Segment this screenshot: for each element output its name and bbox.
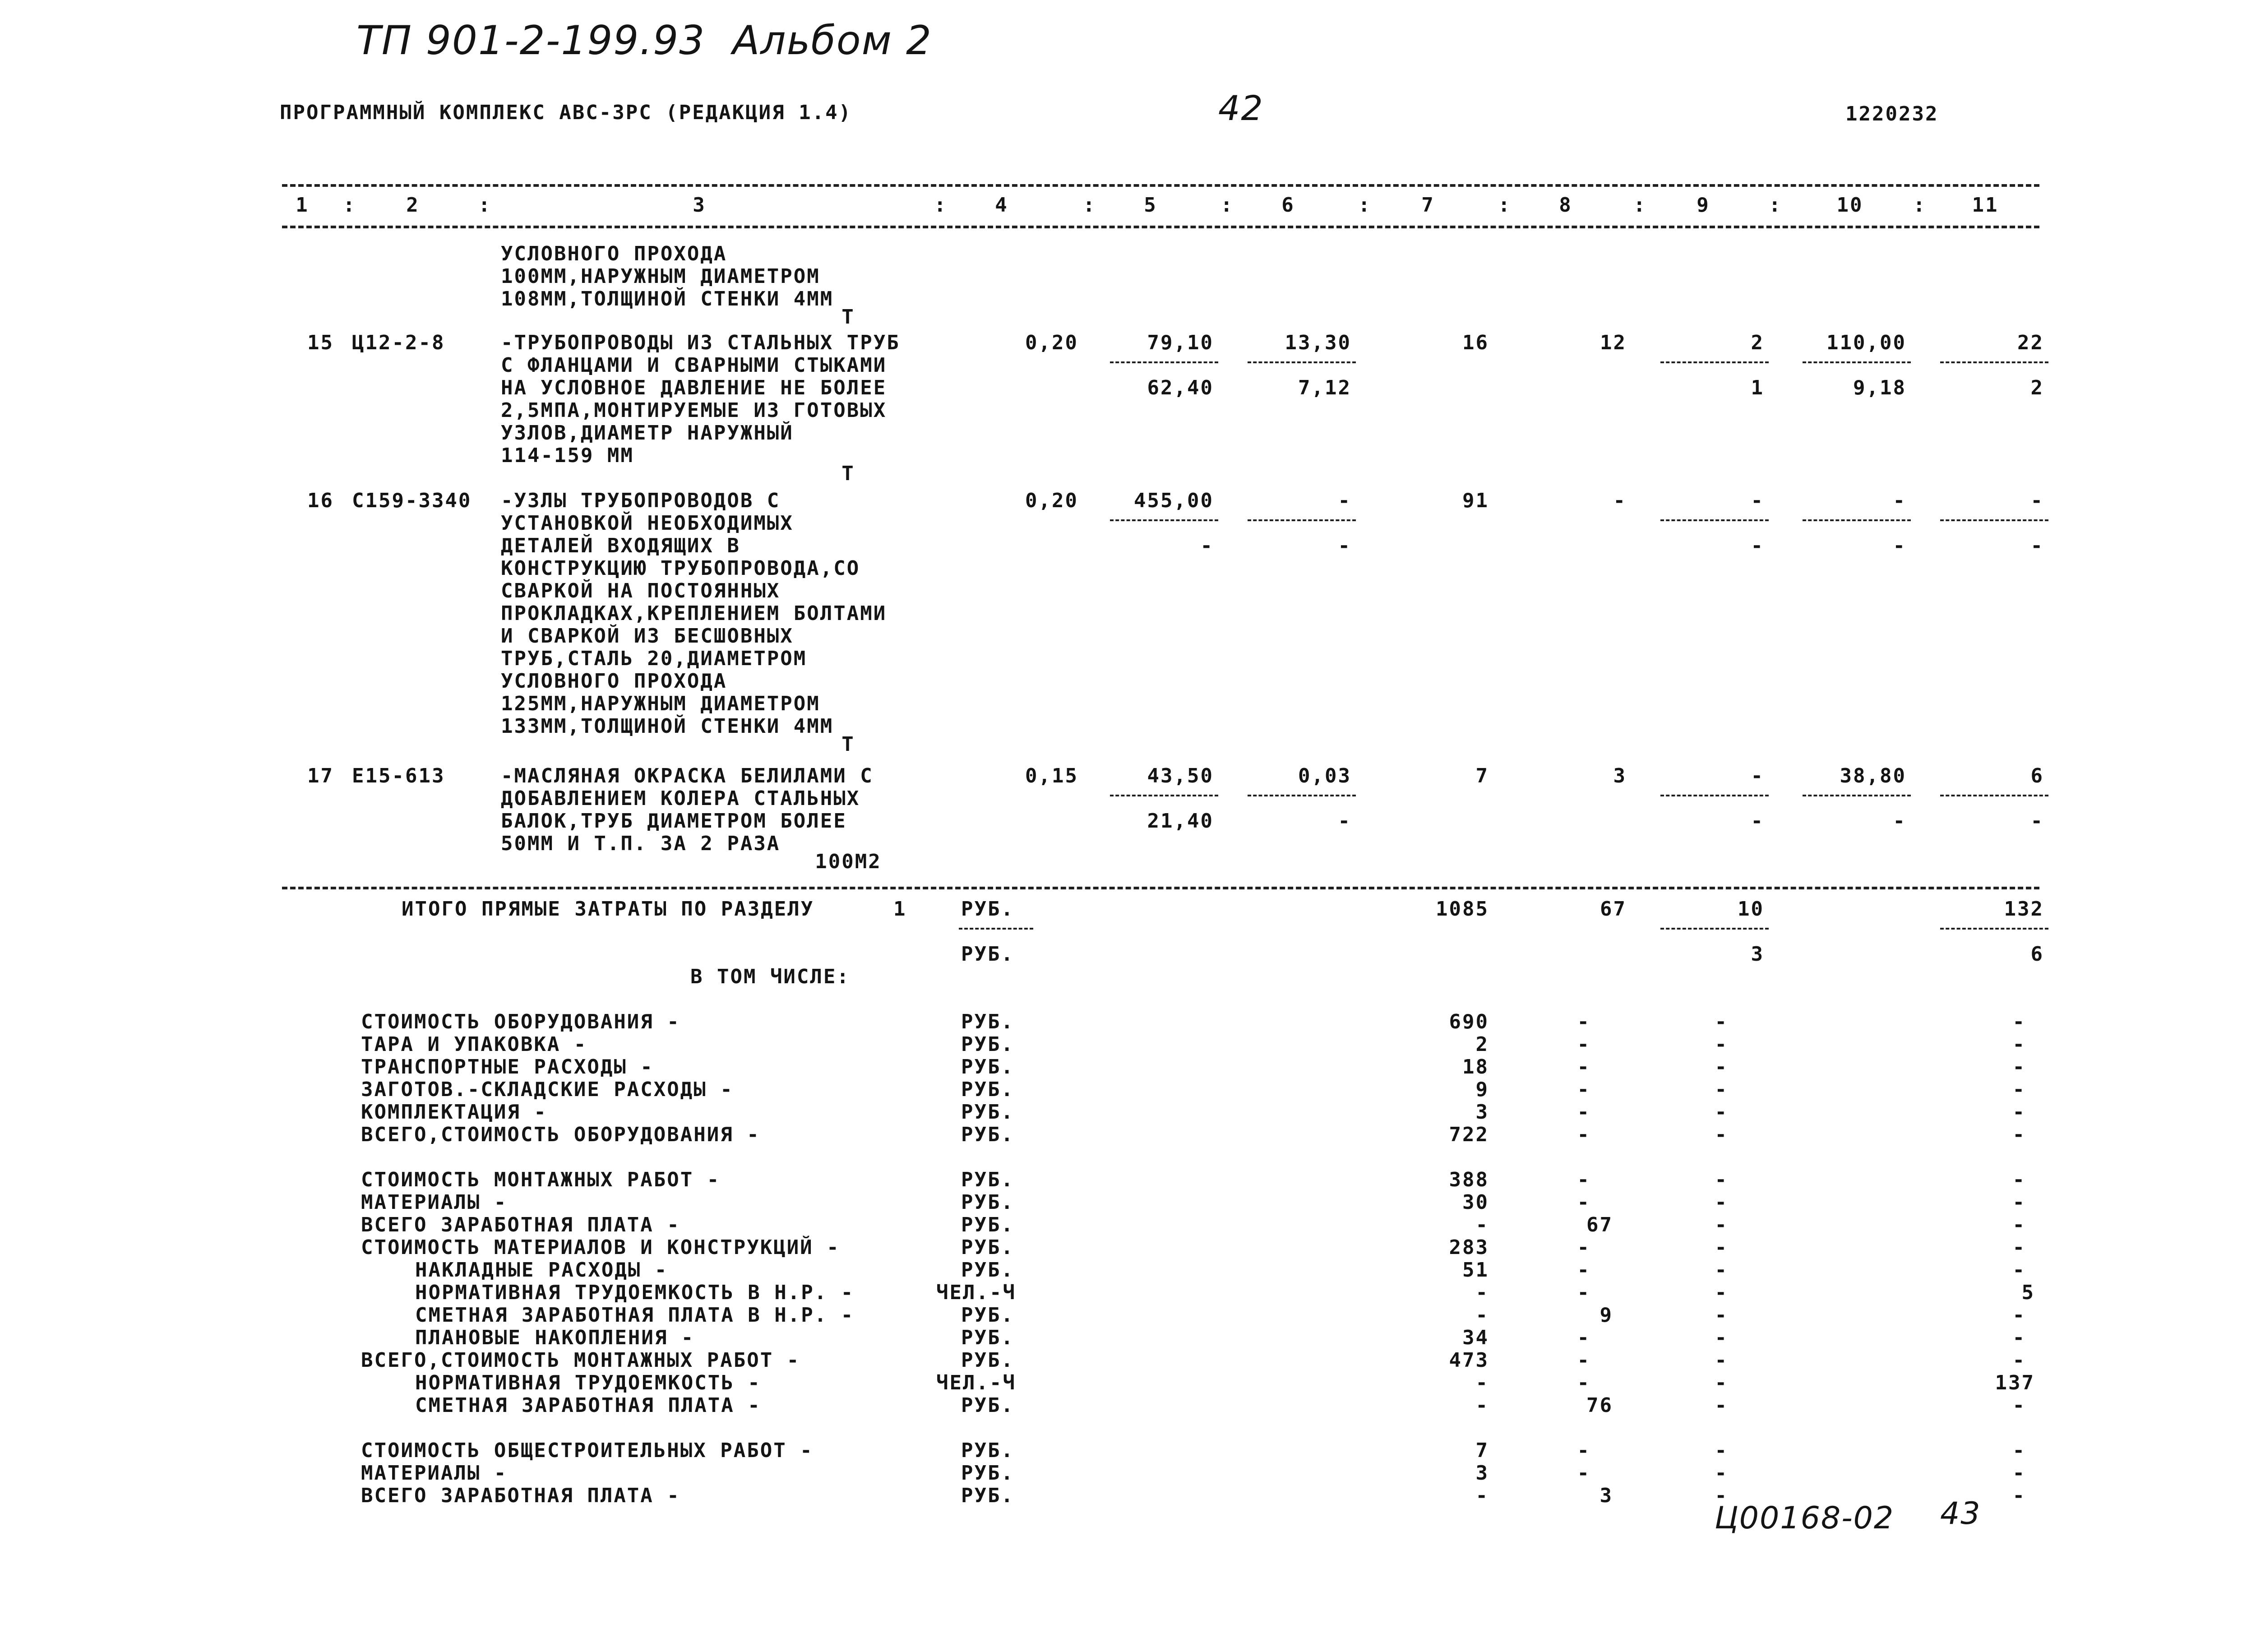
row-description-line: 114-159 ММ	[501, 444, 634, 467]
summary-value-c11: -	[2012, 1033, 2026, 1056]
summary-label: НАКЛАДНЫЕ РАСХОДЫ -	[415, 1259, 668, 1282]
summary-value-c7: 2	[1475, 1033, 1489, 1056]
document-code: 1220232	[1845, 102, 1939, 125]
summary-label: СМЕТНАЯ ЗАРАБОТНАЯ ПЛАТА В Н.Р. -	[415, 1304, 855, 1327]
column-separator: :	[1633, 194, 1647, 217]
row-value-c7: 91	[1462, 489, 1489, 512]
value-fraction-rule	[1803, 795, 1911, 796]
row-number: 16	[307, 489, 334, 512]
summary-value-c7: 7	[1475, 1439, 1489, 1462]
summary-value-c9: -	[1715, 1304, 1728, 1327]
summary-unit: РУБ.	[961, 1078, 1014, 1101]
row-description-line: 2,5МПА,МОНТИРУЕМЫЕ ИЗ ГОТОВЫХ	[501, 399, 887, 422]
summary-unit: РУБ.	[961, 1304, 1014, 1327]
summary-value-c7: 30	[1462, 1191, 1489, 1214]
summary-value-c7: -	[1475, 1213, 1489, 1236]
value-fraction-rule	[1940, 519, 2048, 521]
row-description-line: СВАРКОЙ НА ПОСТОЯННЫХ	[501, 579, 781, 602]
row-value-c6-sub: -	[1338, 534, 1351, 557]
summary-value-c7: 690	[1449, 1010, 1489, 1033]
summary-label: СМЕТНАЯ ЗАРАБОТНАЯ ПЛАТА -	[415, 1394, 761, 1417]
summary-label: ВСЕГО,СТОИМОСТЬ МОНТАЖНЫХ РАБОТ -	[361, 1349, 800, 1372]
summary-unit: РУБ.	[961, 1349, 1014, 1372]
value-fraction-rule	[1248, 519, 1356, 521]
summary-value-c11: -	[2012, 1010, 2026, 1033]
summary-value-c9: -	[1715, 1010, 1728, 1033]
rate-code: Ц12-2-8	[352, 331, 445, 354]
summary-value-c9: -	[1715, 1349, 1728, 1372]
summary-value-c7: 51	[1462, 1259, 1489, 1282]
row-value-c10-sub: -	[1893, 810, 1906, 833]
summary-label: КОМПЛЕКТАЦИЯ -	[361, 1101, 547, 1124]
column-header-5: 5	[1144, 194, 1157, 217]
column-header-10: 10	[1836, 194, 1863, 217]
summary-unit: РУБ.	[961, 1033, 1014, 1056]
total-value-c9-sub: 3	[1751, 943, 1764, 966]
summary-label: МАТЕРИАЛЫ -	[361, 1191, 508, 1214]
program-name: ПРОГРАММНЫЙ КОМПЛЕКС АВС-ЗРС (РЕДАКЦИЯ 1.4)	[280, 101, 852, 124]
value-fraction-rule	[1940, 795, 2048, 796]
summary-value-c8: -	[1577, 1281, 1590, 1304]
summary-value-c7: 3	[1475, 1462, 1489, 1485]
summary-value-c9: -	[1715, 1484, 1728, 1507]
summary-label: НОРМАТИВНАЯ ТРУДОЕМКОСТЬ В Н.Р. -	[415, 1281, 855, 1304]
column-separator: :	[1220, 194, 1234, 217]
summary-value-c7: 3	[1475, 1101, 1489, 1124]
total-c9-rule	[1660, 928, 1769, 930]
including-label: В ТОМ ЧИСЛЕ:	[690, 965, 850, 988]
value-fraction-rule	[1940, 361, 2048, 363]
summary-unit: ЧЕЛ.-Ч	[936, 1281, 1016, 1304]
row-description-line: -МАСЛЯНАЯ ОКРАСКА БЕЛИЛАМИ С	[501, 764, 874, 787]
row-value-c5-sub: 62,40	[1147, 376, 1214, 399]
row-value-c10: 38,80	[1840, 764, 1906, 787]
column-separator: :	[1358, 194, 1372, 217]
summary-value-c7: 388	[1449, 1168, 1489, 1191]
summary-value-c7: 18	[1462, 1055, 1489, 1078]
row-value-c5-sub: 21,40	[1147, 810, 1214, 833]
column-header-6: 6	[1281, 194, 1295, 217]
summary-value-c11: -	[2012, 1259, 2026, 1282]
summary-label: СТОИМОСТЬ ОБЩЕСТРОИТЕЛЬНЫХ РАБОТ -	[361, 1439, 814, 1462]
row-description-line: НА УСЛОВНОЕ ДАВЛЕНИЕ НЕ БОЛЕЕ	[501, 376, 887, 399]
summary-value-c9: -	[1715, 1236, 1728, 1259]
column-header-2: 2	[406, 194, 420, 217]
page-number: 42	[1218, 88, 1264, 128]
row-value-c5: 43,50	[1147, 764, 1214, 787]
summary-value-c9: -	[1715, 1168, 1728, 1191]
summary-unit: РУБ.	[961, 1168, 1014, 1191]
row-value-c11: -	[2030, 489, 2044, 512]
summary-unit: ЧЕЛ.-Ч	[936, 1371, 1016, 1394]
column-header-4: 4	[995, 194, 1008, 217]
summary-value-c8: -	[1577, 1326, 1590, 1349]
row-value-c8: 3	[1613, 764, 1627, 787]
row-value-c6-sub: -	[1338, 810, 1351, 833]
summary-value-c8: -	[1577, 1349, 1590, 1372]
summary-label: СТОИМОСТЬ ОБОРУДОВАНИЯ -	[361, 1010, 680, 1033]
summary-value-c11: -	[2012, 1055, 2026, 1078]
summary-value-c11: -	[2012, 1326, 2026, 1349]
value-fraction-rule	[1803, 519, 1911, 521]
summary-value-c8: -	[1577, 1055, 1590, 1078]
summary-value-c8: -	[1577, 1236, 1590, 1259]
value-fraction-rule	[1660, 361, 1769, 363]
summary-value-c9: -	[1715, 1101, 1728, 1124]
value-fraction-rule	[1660, 519, 1769, 521]
row-value-c10-sub: 9,18	[1853, 376, 1906, 399]
summary-label: СТОИМОСТЬ МАТЕРИАЛОВ И КОНСТРУКЦИЙ -	[361, 1236, 840, 1259]
summary-label: ТАРА И УПАКОВКА -	[361, 1033, 587, 1056]
row-quantity: 0,15	[1025, 764, 1078, 787]
row-description-line: И СВАРКОЙ ИЗ БЕСШОВНЫХ	[501, 625, 794, 648]
summary-value-c11: -	[2012, 1462, 2026, 1485]
value-fraction-rule	[1110, 361, 1218, 363]
summary-unit: РУБ.	[961, 1101, 1014, 1124]
row-value-c6-sub: 7,12	[1298, 376, 1351, 399]
row-value-c5: 455,00	[1134, 489, 1214, 512]
row-value-c9-sub: -	[1751, 810, 1764, 833]
summary-value-c9: -	[1715, 1462, 1728, 1485]
row-quantity: 0,20	[1025, 331, 1078, 354]
total-section: 1	[893, 898, 907, 921]
row-description-line: ТРУБ,СТАЛЬ 20,ДИАМЕТРОМ	[501, 647, 807, 670]
summary-value-c11: -	[2012, 1304, 2026, 1327]
totals-top-rule	[282, 887, 2039, 889]
summary-value-c8: -	[1577, 1010, 1590, 1033]
row-number: 17	[307, 764, 334, 787]
summary-label: ЗАГОТОВ.-СКЛАДСКИЕ РАСХОДЫ -	[361, 1078, 734, 1101]
summary-label: НОРМАТИВНАЯ ТРУДОЕМКОСТЬ -	[415, 1371, 761, 1394]
row-description-line: 100ММ,НАРУЖНЫМ ДИАМЕТРОМ	[501, 265, 820, 288]
table-top-rule	[282, 184, 2039, 187]
summary-value-c7: 283	[1449, 1236, 1489, 1259]
summary-value-c7: -	[1475, 1371, 1489, 1394]
row-value-c9: -	[1751, 764, 1764, 787]
total-unit-second: РУБ.	[961, 943, 1014, 966]
row-unit: Т	[841, 462, 855, 485]
total-unit-rule	[959, 928, 1033, 930]
summary-value-c9: -	[1715, 1123, 1728, 1146]
row-value-c7: 16	[1462, 331, 1489, 354]
summary-value-c8: -	[1577, 1439, 1590, 1462]
summary-label: ПЛАНОВЫЕ НАКОПЛЕНИЯ -	[415, 1326, 695, 1349]
total-value-c7: 1085	[1436, 898, 1489, 921]
handwritten-archive-code: Ц00168-02	[1715, 1500, 1895, 1536]
summary-unit: РУБ.	[961, 1394, 1014, 1417]
row-description-line: УСЛОВНОГО ПРОХОДА	[501, 242, 727, 265]
summary-value-c9: -	[1715, 1439, 1728, 1462]
value-fraction-rule	[1248, 361, 1356, 363]
summary-value-c9: -	[1715, 1033, 1728, 1056]
summary-unit: РУБ.	[961, 1484, 1014, 1507]
summary-unit: РУБ.	[961, 1010, 1014, 1033]
column-header-11: 11	[1972, 194, 1999, 217]
summary-value-c9: -	[1715, 1055, 1728, 1078]
row-value-c11: 22	[2017, 331, 2044, 354]
column-separator: :	[1083, 194, 1096, 217]
row-value-c7: 7	[1475, 764, 1489, 787]
row-description-line: ПРОКЛАДКАХ,КРЕПЛЕНИЕМ БОЛТАМИ	[501, 602, 887, 625]
row-value-c11-sub: -	[2030, 810, 2044, 833]
row-value-c6: 13,30	[1285, 331, 1351, 354]
row-value-c11: 6	[2030, 764, 2044, 787]
summary-value-c11: -	[2012, 1123, 2026, 1146]
column-header-7: 7	[1421, 194, 1435, 217]
summary-value-c8: -	[1577, 1191, 1590, 1214]
total-c11-rule	[1940, 928, 2048, 930]
row-value-c9: 2	[1751, 331, 1764, 354]
row-description-line: КОНСТРУКЦИЮ ТРУБОПРОВОДА,СО	[501, 557, 860, 580]
row-description-line: УЗЛОВ,ДИАМЕТР НАРУЖНЫЙ	[501, 421, 794, 444]
row-description-line: 125ММ,НАРУЖНЫМ ДИАМЕТРОМ	[501, 692, 820, 715]
total-value-c11: 132	[2004, 898, 2044, 921]
summary-value-c7: 9	[1475, 1078, 1489, 1101]
handwritten-sheet-number: 43	[1940, 1496, 1981, 1532]
summary-value-c7: -	[1475, 1281, 1489, 1304]
summary-value-c11: -	[2012, 1236, 2026, 1259]
column-separator: :	[1498, 194, 1512, 217]
row-value-c6: 0,03	[1298, 764, 1351, 787]
summary-value-c8: 3	[1600, 1484, 1613, 1507]
summary-value-c8: 76	[1586, 1394, 1613, 1417]
summary-value-c11: -	[2012, 1484, 2026, 1507]
column-separator: :	[343, 194, 356, 217]
summary-value-c8: -	[1577, 1462, 1590, 1485]
column-separator: :	[478, 194, 492, 217]
row-value-c10-sub: -	[1893, 534, 1906, 557]
handwritten-title: ТП 901-2-199.93 Альбом 2	[356, 17, 932, 64]
row-description-line: С ФЛАНЦАМИ И СВАРНЫМИ СТЫКАМИ	[501, 354, 887, 377]
row-description-line: БАЛОК,ТРУБ ДИАМЕТРОМ БОЛЕЕ	[501, 810, 847, 833]
summary-value-c7: -	[1475, 1484, 1489, 1507]
row-unit: 100М2	[815, 850, 882, 873]
summary-value-c9: -	[1715, 1394, 1728, 1417]
summary-value-c11: -	[2012, 1439, 2026, 1462]
summary-unit: РУБ.	[961, 1191, 1014, 1214]
summary-value-c9: -	[1715, 1191, 1728, 1214]
summary-value-c9: -	[1715, 1281, 1728, 1304]
summary-label: ВСЕГО,СТОИМОСТЬ ОБОРУДОВАНИЯ -	[361, 1123, 760, 1146]
summary-unit: РУБ.	[961, 1326, 1014, 1349]
summary-unit: РУБ.	[961, 1123, 1014, 1146]
total-value-c11-sub: 6	[2030, 943, 2044, 966]
summary-value-c8: -	[1577, 1259, 1590, 1282]
row-description-line: 133ММ,ТОЛЩИНОЙ СТЕНКИ 4ММ	[501, 715, 834, 738]
summary-value-c8: 9	[1600, 1304, 1613, 1327]
row-description-line: УСЛОВНОГО ПРОХОДА	[501, 670, 727, 693]
value-fraction-rule	[1110, 795, 1218, 796]
row-unit: Т	[841, 733, 855, 756]
column-header-3: 3	[693, 194, 706, 217]
summary-value-c11: -	[2012, 1349, 2026, 1372]
summary-label: ВСЕГО ЗАРАБОТНАЯ ПЛАТА -	[361, 1213, 680, 1236]
summary-value-c11: -	[2012, 1191, 2026, 1214]
value-fraction-rule	[1803, 361, 1911, 363]
value-fraction-rule	[1660, 795, 1769, 796]
row-value-c9: -	[1751, 489, 1764, 512]
row-description-line: 50ММ И Т.П. ЗА 2 РАЗА	[501, 832, 781, 855]
summary-value-c11: -	[2012, 1213, 2026, 1236]
row-description-line: -ТРУБОПРОВОДЫ ИЗ СТАЛЬНЫХ ТРУБ	[501, 331, 900, 354]
row-value-c11-sub: -	[2030, 534, 2044, 557]
column-header-9: 9	[1697, 194, 1710, 217]
value-fraction-rule	[1248, 795, 1356, 796]
summary-value-c11: 5	[2021, 1281, 2035, 1304]
summary-value-c9: -	[1715, 1213, 1728, 1236]
total-value-c8: 67	[1600, 898, 1627, 921]
summary-value-c11: 137	[1995, 1371, 2035, 1394]
summary-value-c11: -	[2012, 1101, 2026, 1124]
summary-value-c8: -	[1577, 1033, 1590, 1056]
total-unit: РУБ.	[961, 898, 1014, 921]
row-value-c11-sub: 2	[2030, 376, 2044, 399]
row-value-c10: -	[1893, 489, 1906, 512]
summary-value-c7: -	[1475, 1394, 1489, 1417]
summary-unit: РУБ.	[961, 1055, 1014, 1078]
summary-value-c7: 34	[1462, 1326, 1489, 1349]
column-header-1: 1	[296, 194, 309, 217]
summary-value-c11: -	[2012, 1394, 2026, 1417]
summary-value-c9: -	[1715, 1078, 1728, 1101]
summary-value-c7: 473	[1449, 1349, 1489, 1372]
summary-value-c9: -	[1715, 1326, 1728, 1349]
summary-value-c8: -	[1577, 1123, 1590, 1146]
row-unit: Т	[841, 305, 855, 329]
summary-value-c8: -	[1577, 1168, 1590, 1191]
summary-unit: РУБ.	[961, 1259, 1014, 1282]
rate-code: С159-3340	[352, 489, 472, 512]
summary-value-c8: -	[1577, 1101, 1590, 1124]
row-description-line: 108ММ,ТОЛЩИНОЙ СТЕНКИ 4ММ	[501, 287, 834, 310]
rate-code: Е15-613	[352, 764, 445, 787]
summary-label: ВСЕГО ЗАРАБОТНАЯ ПЛАТА -	[361, 1484, 680, 1507]
row-description-line: -УЗЛЫ ТРУБОПРОВОДОВ С	[501, 489, 781, 512]
row-value-c10: 110,00	[1826, 331, 1906, 354]
row-description-line: ДОБАВЛЕНИЕМ КОЛЕРА СТАЛЬНЫХ	[501, 787, 860, 810]
row-quantity: 0,20	[1025, 489, 1078, 512]
column-separator: :	[1769, 194, 1782, 217]
summary-label: МАТЕРИАЛЫ -	[361, 1462, 508, 1485]
table-header-rule	[282, 226, 2039, 228]
summary-value-c8: -	[1577, 1078, 1590, 1101]
summary-value-c11: -	[2012, 1168, 2026, 1191]
summary-unit: РУБ.	[961, 1462, 1014, 1485]
summary-unit: РУБ.	[961, 1213, 1014, 1236]
column-separator: :	[1913, 194, 1927, 217]
summary-value-c7: 722	[1449, 1123, 1489, 1146]
summary-value-c8: 67	[1586, 1213, 1613, 1236]
row-value-c8: -	[1613, 489, 1627, 512]
row-value-c9-sub: -	[1751, 534, 1764, 557]
value-fraction-rule	[1110, 519, 1218, 521]
summary-value-c11: -	[2012, 1078, 2026, 1101]
row-description-line: УСТАНОВКОЙ НЕОБХОДИМЫХ	[501, 512, 794, 535]
summary-unit: РУБ.	[961, 1236, 1014, 1259]
column-header-8: 8	[1559, 194, 1572, 217]
total-value-c9: 10	[1738, 898, 1764, 921]
row-description-line: ДЕТАЛЕЙ ВХОДЯЩИХ В	[501, 534, 740, 557]
row-value-c6: -	[1338, 489, 1351, 512]
row-number: 15	[307, 331, 334, 354]
summary-value-c9: -	[1715, 1371, 1728, 1394]
row-value-c5-sub: -	[1200, 534, 1214, 557]
summary-unit: РУБ.	[961, 1439, 1014, 1462]
summary-value-c8: -	[1577, 1371, 1590, 1394]
column-separator: :	[934, 194, 948, 217]
summary-label: ТРАНСПОРТНЫЕ РАСХОДЫ -	[361, 1055, 654, 1078]
row-value-c5: 79,10	[1147, 331, 1214, 354]
total-label: ИТОГО ПРЯМЫЕ ЗАТРАТЫ ПО РАЗДЕЛУ	[402, 898, 814, 921]
summary-label: СТОИМОСТЬ МОНТАЖНЫХ РАБОТ -	[361, 1168, 721, 1191]
row-value-c9-sub: 1	[1751, 376, 1764, 399]
summary-value-c9: -	[1715, 1259, 1728, 1282]
summary-value-c7: -	[1475, 1304, 1489, 1327]
row-value-c8: 12	[1600, 331, 1627, 354]
